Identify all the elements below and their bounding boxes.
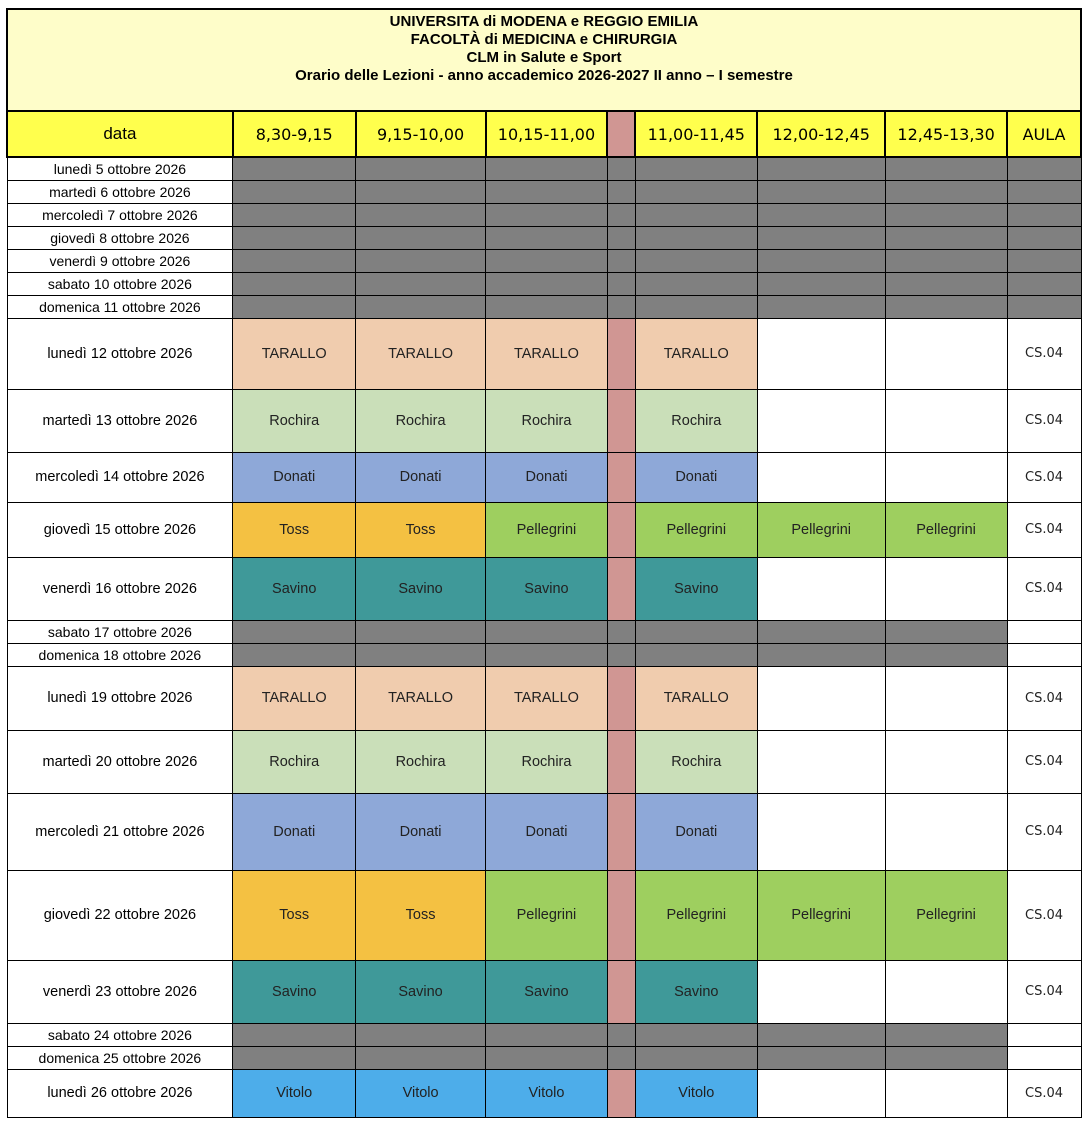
lesson-cell: [885, 1023, 1007, 1046]
lesson-cell: Pellegrini: [757, 502, 885, 557]
lesson-cell: [757, 1023, 885, 1046]
lesson-cell: [757, 730, 885, 793]
lesson-cell: Toss: [356, 502, 486, 557]
break-cell: [607, 1046, 635, 1069]
lesson-cell: Pellegrini: [635, 502, 757, 557]
lesson-cell: [757, 249, 885, 272]
break-cell: [607, 557, 635, 620]
lesson-cell: [356, 643, 486, 666]
column-header-slot-6: 12,45-13,30: [885, 111, 1007, 157]
lesson-cell: TARALLO: [356, 318, 486, 389]
lesson-cell: Donati: [233, 452, 356, 502]
aula-cell: [1007, 295, 1081, 318]
aula-cell: CS.04: [1007, 730, 1081, 793]
break-cell: [607, 1023, 635, 1046]
lesson-cell: Donati: [635, 452, 757, 502]
column-header-aula: AULA: [1007, 111, 1081, 157]
table-row: [7, 793, 1081, 870]
lesson-cell: [757, 157, 885, 180]
lesson-cell: Pellegrini: [635, 870, 757, 960]
lesson-cell: [486, 1046, 608, 1069]
lesson-cell: [486, 249, 608, 272]
document-header: [6, 8, 1082, 112]
lesson-cell: [635, 643, 757, 666]
lesson-cell: [486, 620, 608, 643]
lesson-cell: Pellegrini: [885, 870, 1007, 960]
date-cell: sabato 10 ottobre 2026: [7, 272, 233, 295]
date-cell: venerdì 9 ottobre 2026: [7, 249, 233, 272]
lesson-cell: [885, 318, 1007, 389]
lesson-cell: Pellegrini: [486, 870, 608, 960]
break-cell: [607, 226, 635, 249]
lesson-cell: [757, 1046, 885, 1069]
table-row: [7, 203, 1081, 226]
lesson-cell: [486, 643, 608, 666]
lesson-cell: [233, 272, 356, 295]
break-cell: [607, 502, 635, 557]
date-cell: giovedì 15 ottobre 2026: [7, 502, 233, 557]
lesson-cell: Savino: [356, 557, 486, 620]
date-cell: venerdì 16 ottobre 2026: [7, 557, 233, 620]
break-cell: [607, 389, 635, 452]
lesson-cell: [233, 226, 356, 249]
lesson-cell: Toss: [356, 870, 486, 960]
table-row: [7, 666, 1081, 730]
aula-cell: [1007, 226, 1081, 249]
table-row: [7, 295, 1081, 318]
aula-cell: CS.04: [1007, 318, 1081, 389]
lesson-cell: Pellegrini: [757, 870, 885, 960]
lesson-cell: Savino: [356, 960, 486, 1023]
lesson-cell: [233, 620, 356, 643]
lesson-cell: [356, 295, 486, 318]
lesson-cell: [233, 643, 356, 666]
lesson-cell: [885, 272, 1007, 295]
table-row: [7, 643, 1081, 666]
table-row: [7, 157, 1081, 180]
aula-cell: [1007, 643, 1081, 666]
date-cell: venerdì 23 ottobre 2026: [7, 960, 233, 1023]
lesson-cell: [233, 180, 356, 203]
lesson-cell: [757, 960, 885, 1023]
lesson-cell: Savino: [233, 960, 356, 1023]
lesson-cell: [885, 1046, 1007, 1069]
date-cell: lunedì 12 ottobre 2026: [7, 318, 233, 389]
lesson-cell: [635, 203, 757, 226]
lesson-cell: [885, 389, 1007, 452]
lesson-cell: Donati: [635, 793, 757, 870]
lesson-cell: [757, 226, 885, 249]
date-cell: mercoledì 7 ottobre 2026: [7, 203, 233, 226]
table-row: [7, 249, 1081, 272]
lesson-cell: Donati: [356, 793, 486, 870]
lesson-cell: [635, 620, 757, 643]
lesson-cell: [885, 730, 1007, 793]
aula-cell: [1007, 1046, 1081, 1069]
lesson-cell: Rochira: [635, 389, 757, 452]
lesson-cell: [233, 1046, 356, 1069]
lesson-cell: [635, 226, 757, 249]
date-cell: martedì 20 ottobre 2026: [7, 730, 233, 793]
date-cell: lunedì 19 ottobre 2026: [7, 666, 233, 730]
lesson-cell: [635, 249, 757, 272]
column-header-slot-2: 9,15-10,00: [356, 111, 486, 157]
lesson-cell: Toss: [233, 502, 356, 557]
lesson-cell: [757, 643, 885, 666]
break-cell: [607, 157, 635, 180]
break-cell: [607, 1069, 635, 1117]
date-cell: lunedì 5 ottobre 2026: [7, 157, 233, 180]
lesson-cell: Pellegrini: [486, 502, 608, 557]
lesson-cell: [356, 226, 486, 249]
break-cell: [607, 666, 635, 730]
lesson-cell: [885, 793, 1007, 870]
aula-cell: [1007, 180, 1081, 203]
lesson-cell: [233, 295, 356, 318]
lesson-cell: [885, 180, 1007, 203]
break-cell: [607, 793, 635, 870]
lesson-cell: [635, 180, 757, 203]
lesson-cell: Savino: [486, 557, 608, 620]
column-header-break: [607, 111, 635, 157]
break-cell: [607, 180, 635, 203]
lesson-cell: [757, 1069, 885, 1117]
date-cell: mercoledì 21 ottobre 2026: [7, 793, 233, 870]
timetable-body: [7, 157, 1081, 1117]
lesson-cell: [635, 157, 757, 180]
lesson-cell: Vitolo: [486, 1069, 608, 1117]
lesson-cell: Vitolo: [635, 1069, 757, 1117]
break-cell: [607, 249, 635, 272]
table-row: [7, 1046, 1081, 1069]
lesson-cell: [486, 295, 608, 318]
table-row: [7, 226, 1081, 249]
date-cell: martedì 6 ottobre 2026: [7, 180, 233, 203]
break-cell: [607, 620, 635, 643]
break-cell: [607, 452, 635, 502]
lesson-cell: Pellegrini: [885, 502, 1007, 557]
aula-cell: CS.04: [1007, 666, 1081, 730]
lesson-cell: [757, 318, 885, 389]
faculty-title: FACOLTÀ di MEDICINA e CHIRURGIA: [410, 31, 678, 48]
lesson-cell: [356, 272, 486, 295]
table-row: [7, 389, 1081, 452]
lesson-cell: Savino: [635, 960, 757, 1023]
lesson-cell: Savino: [233, 557, 356, 620]
table-row: [7, 318, 1081, 389]
lesson-cell: TARALLO: [486, 666, 608, 730]
lesson-cell: [885, 1069, 1007, 1117]
lesson-cell: [356, 620, 486, 643]
lesson-cell: Savino: [635, 557, 757, 620]
lesson-cell: [356, 1046, 486, 1069]
lesson-cell: TARALLO: [233, 666, 356, 730]
lesson-cell: [885, 643, 1007, 666]
column-header-slot-1: 8,30-9,15: [233, 111, 356, 157]
lesson-cell: [233, 157, 356, 180]
lesson-cell: [885, 226, 1007, 249]
lesson-cell: TARALLO: [635, 666, 757, 730]
aula-cell: CS.04: [1007, 389, 1081, 452]
timetable: [6, 110, 1082, 1118]
table-row: [7, 960, 1081, 1023]
lesson-cell: Toss: [233, 870, 356, 960]
lesson-cell: Rochira: [486, 389, 608, 452]
break-cell: [607, 643, 635, 666]
lesson-cell: [757, 666, 885, 730]
date-cell: martedì 13 ottobre 2026: [7, 389, 233, 452]
date-cell: sabato 17 ottobre 2026: [7, 620, 233, 643]
aula-cell: CS.04: [1007, 1069, 1081, 1117]
lesson-cell: [635, 1046, 757, 1069]
aula-cell: CS.04: [1007, 452, 1081, 502]
schedule-title: Orario delle Lezioni - anno accademico 2026-2027 II anno – I semestre: [295, 67, 793, 84]
university-title: UNIVERSITA di MODENA e REGGIO EMILIA: [389, 13, 699, 30]
lesson-cell: [885, 452, 1007, 502]
column-header-row: [7, 111, 1081, 157]
lesson-cell: Donati: [486, 452, 608, 502]
lesson-cell: [635, 272, 757, 295]
lesson-cell: [757, 452, 885, 502]
lesson-cell: Donati: [356, 452, 486, 502]
table-row: [7, 272, 1081, 295]
lesson-cell: [486, 203, 608, 226]
aula-cell: [1007, 157, 1081, 180]
table-row: [7, 502, 1081, 557]
aula-cell: CS.04: [1007, 557, 1081, 620]
date-cell: sabato 24 ottobre 2026: [7, 1023, 233, 1046]
date-cell: giovedì 8 ottobre 2026: [7, 226, 233, 249]
table-row: [7, 180, 1081, 203]
lesson-cell: [885, 620, 1007, 643]
lesson-cell: [757, 272, 885, 295]
break-cell: [607, 870, 635, 960]
lesson-cell: [635, 295, 757, 318]
column-header-slot-5: 12,00-12,45: [757, 111, 885, 157]
break-cell: [607, 730, 635, 793]
lesson-cell: Donati: [486, 793, 608, 870]
lesson-cell: [233, 249, 356, 272]
date-cell: giovedì 22 ottobre 2026: [7, 870, 233, 960]
lesson-cell: Donati: [233, 793, 356, 870]
table-row: [7, 557, 1081, 620]
lesson-cell: Vitolo: [356, 1069, 486, 1117]
aula-cell: CS.04: [1007, 870, 1081, 960]
date-cell: lunedì 26 ottobre 2026: [7, 1069, 233, 1117]
aula-cell: [1007, 249, 1081, 272]
lesson-cell: [885, 295, 1007, 318]
lesson-cell: Savino: [486, 960, 608, 1023]
lesson-cell: [757, 295, 885, 318]
lesson-cell: [356, 180, 486, 203]
date-cell: mercoledì 14 ottobre 2026: [7, 452, 233, 502]
lesson-cell: TARALLO: [486, 318, 608, 389]
date-cell: domenica 25 ottobre 2026: [7, 1046, 233, 1069]
aula-cell: [1007, 620, 1081, 643]
lesson-cell: Rochira: [486, 730, 608, 793]
lesson-cell: [635, 1023, 757, 1046]
lesson-cell: Rochira: [635, 730, 757, 793]
lesson-cell: [486, 1023, 608, 1046]
lesson-cell: [885, 203, 1007, 226]
aula-cell: CS.04: [1007, 793, 1081, 870]
table-row: [7, 730, 1081, 793]
course-title: CLM in Salute e Sport: [466, 49, 622, 66]
lesson-cell: [486, 157, 608, 180]
lesson-cell: [486, 272, 608, 295]
lesson-cell: [356, 203, 486, 226]
lesson-cell: Vitolo: [233, 1069, 356, 1117]
column-header-slot-4: 11,00-11,45: [635, 111, 757, 157]
date-cell: domenica 18 ottobre 2026: [7, 643, 233, 666]
break-cell: [607, 272, 635, 295]
lesson-cell: [757, 180, 885, 203]
lesson-cell: Rochira: [233, 389, 356, 452]
table-row: [7, 1069, 1081, 1117]
aula-cell: CS.04: [1007, 502, 1081, 557]
lesson-cell: [885, 249, 1007, 272]
lesson-cell: [757, 389, 885, 452]
lesson-cell: [885, 557, 1007, 620]
aula-cell: [1007, 1023, 1081, 1046]
lesson-cell: TARALLO: [356, 666, 486, 730]
table-row: [7, 870, 1081, 960]
break-cell: [607, 318, 635, 389]
lesson-cell: [885, 157, 1007, 180]
lesson-cell: [233, 203, 356, 226]
lesson-cell: [356, 249, 486, 272]
break-cell: [607, 203, 635, 226]
lesson-cell: TARALLO: [233, 318, 356, 389]
aula-cell: [1007, 203, 1081, 226]
lesson-cell: [356, 1023, 486, 1046]
lesson-cell: [757, 620, 885, 643]
lesson-cell: [486, 180, 608, 203]
break-cell: [607, 960, 635, 1023]
lesson-cell: [356, 157, 486, 180]
aula-cell: [1007, 272, 1081, 295]
lesson-cell: Rochira: [233, 730, 356, 793]
table-row: [7, 452, 1081, 502]
column-header-slot-3: 10,15-11,00: [486, 111, 608, 157]
lesson-cell: TARALLO: [635, 318, 757, 389]
aula-cell: CS.04: [1007, 960, 1081, 1023]
lesson-cell: [486, 226, 608, 249]
lesson-cell: Rochira: [356, 389, 486, 452]
lesson-cell: [885, 960, 1007, 1023]
table-row: [7, 620, 1081, 643]
break-cell: [607, 295, 635, 318]
date-cell: domenica 11 ottobre 2026: [7, 295, 233, 318]
lesson-cell: [757, 793, 885, 870]
lesson-cell: [233, 1023, 356, 1046]
lesson-cell: [757, 203, 885, 226]
lesson-cell: Rochira: [356, 730, 486, 793]
lesson-cell: [885, 666, 1007, 730]
lesson-cell: [757, 557, 885, 620]
table-row: [7, 1023, 1081, 1046]
column-header-date: data: [7, 111, 233, 157]
